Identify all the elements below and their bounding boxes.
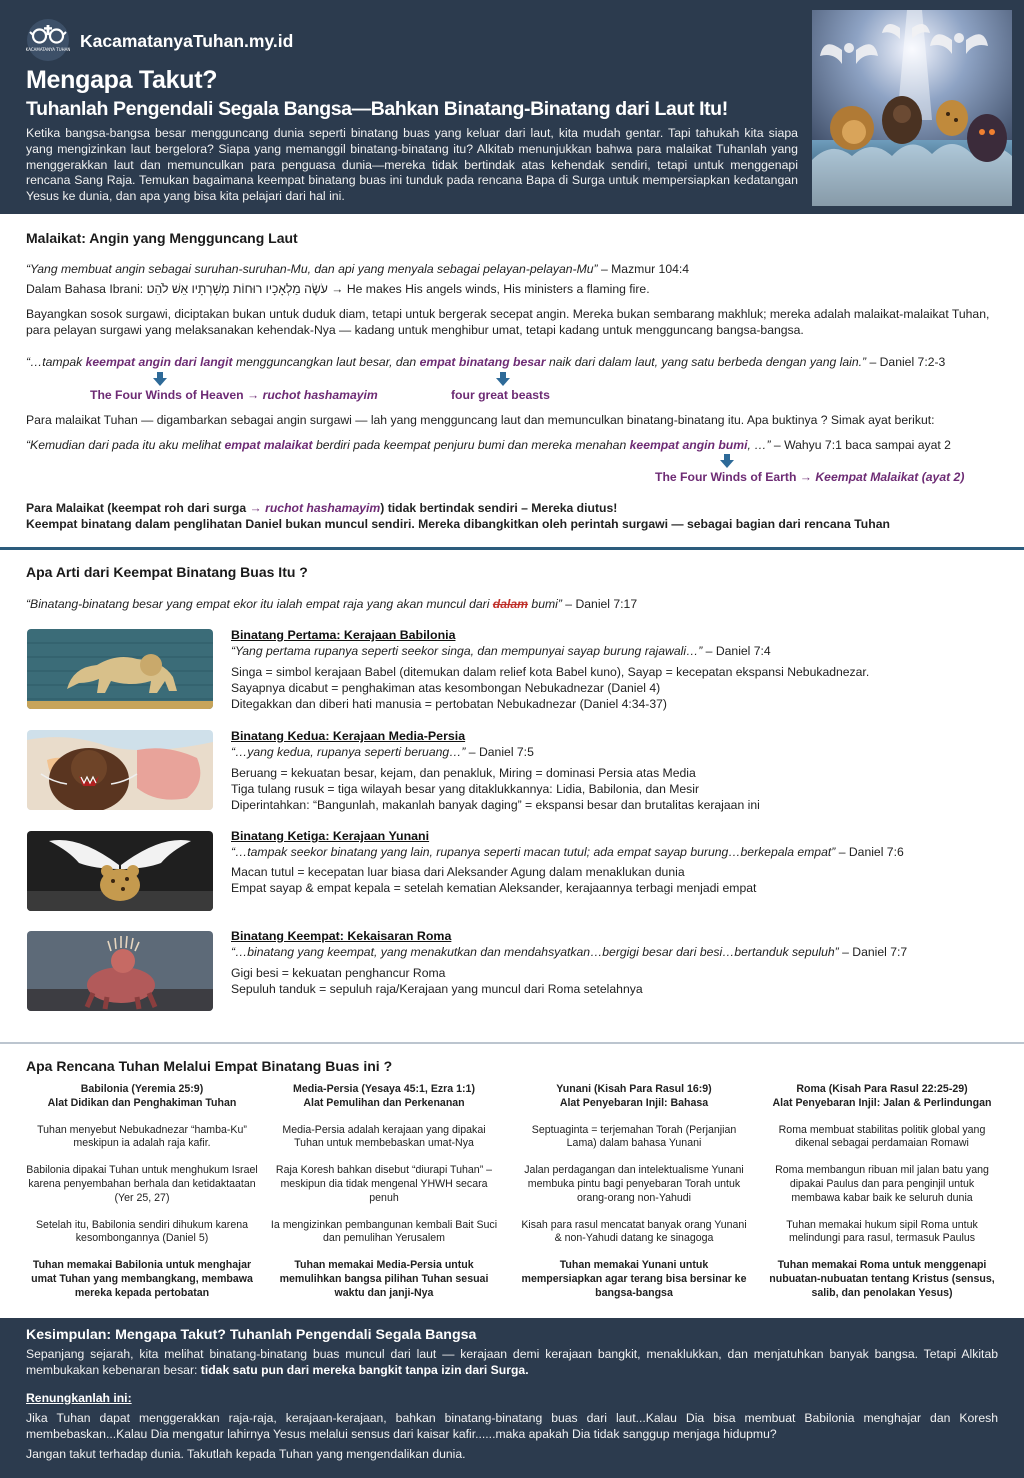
beast-4-quote-text: “…binatang yang keempat, yang menakutkan dan mendahsyatkan…bergigi besar dari besi…bertanduk sepuluh” bbox=[231, 945, 839, 959]
header-banner bbox=[0, 0, 1024, 214]
angels-proof-paragraph: Para malaikat Tuhan — digambarkan sebagai angin surgawi — lah yang mengguncang laut dan memunculkan binatang-binatang itu. Apa buktinya ? Simak ayat berikut: bbox=[26, 413, 935, 427]
revelation-quote-part: “Kemudian dari pada itu aku melihat bbox=[26, 438, 225, 452]
beast-2-ref: – Daniel 7:5 bbox=[465, 745, 534, 759]
beast-4-heading: Binatang Keempat: Kekaisaran Roma bbox=[231, 929, 452, 943]
four-winds-highlight: keempat angin dari langit bbox=[85, 355, 233, 369]
column-point: Media-Persia adalah kerajaan yang dipakai Tuhan untuk membebaskan umat-Nya bbox=[282, 1123, 486, 1150]
four-winds-label-text: The Four Winds of Heaven bbox=[90, 388, 244, 402]
conclusion-part: Para Malaikat (keempat roh dari surga bbox=[26, 501, 250, 515]
section-title-plan: Apa Rencana Tuhan Melalui Empat Binatang Buas ini ? bbox=[26, 1058, 393, 1074]
column-point: Roma membangun ribuan mil jalan batu yang dipakai Paulus dan para penginjil untuk membawa kabar baik ke seluruh dunia bbox=[775, 1164, 989, 1204]
beast-2-line: Beruang = kekuatan besar, kejam, dan penakluk, Miring = dominasi Persia atas Media bbox=[231, 766, 696, 780]
column-point: Jalan perdagangan dan intelektualisme Yunani membuka pintu bagi penyebaran Torah untuk orang-orang non-Yahudi bbox=[524, 1164, 744, 1204]
beast-1-line: Sayapnya dicabut = penghakiman atas kesombongan Nebukadnezar (Daniel 4) bbox=[231, 681, 661, 695]
four-winds-earth-arrow: → bbox=[796, 470, 816, 484]
column-heading: Roma (Kisah Para Rasul 22:25-29) bbox=[796, 1083, 968, 1095]
beast-2-line: Tiga tulang rusuk = tiga wilayah besar yang ditaklukkannya: Lidia, Babilonia, dan Mesir bbox=[231, 782, 700, 796]
section-title-beasts: Apa Arti dari Keempat Binatang Buas Itu ? bbox=[26, 564, 308, 580]
column-subheading: Alat Pemulihan dan Perkenanan bbox=[303, 1096, 465, 1109]
revelation-quote-part: , …” bbox=[747, 438, 771, 452]
babylon-lion-relief-image bbox=[27, 629, 213, 709]
page-title: Mengapa Takut? bbox=[26, 66, 218, 94]
beast-2-quote bbox=[231, 745, 1011, 761]
beast-3-line: Macan tutul = kecepatan luar biasa dari Aleksander Agung dalam menaklukan dunia bbox=[231, 865, 685, 879]
reflect-paragraph: Jika Tuhan dapat menggerakkan raja-raja, kerajaan-kerajaan, bahkan binatang-binatang buas dari laut...Kalau Dia bisa membuat Babilonia menghajar dan Koresh membebaskan...Kalau Dia mengatur lahirnya Yesus melalui sensus dari kaisar kafir......maka apakah Dia tidak sanggup menjaga hidupmu? bbox=[26, 1411, 998, 1441]
column-point: Roma membuat stabilitas politik global yang dikenal sebagai perdamaian Romawi bbox=[778, 1123, 986, 1150]
section-divider bbox=[0, 547, 1024, 550]
column-point: Ia mengizinkan pembangunan kembali Bait Suci dan pemulihan Yerusalem bbox=[270, 1218, 498, 1245]
plan-column-greece bbox=[518, 1083, 750, 1300]
beast-1-quote-text: “Yang pertama rupanya seperti seekor singa, dan mempunyai sayap burung rajawali…” bbox=[231, 644, 703, 658]
arrow-down-icon bbox=[496, 372, 510, 386]
column-point: Setelah itu, Babilonia sendiri dihukum karena kesombongannya (Daniel 5) bbox=[35, 1218, 248, 1245]
beast-1-heading: Binatang Pertama: Kerajaan Babilonia bbox=[231, 628, 456, 642]
beast-1-quote bbox=[231, 644, 1011, 660]
page-subtitle: Tuhanlah Pengendali Segala Bangsa—Bahkan Binatang-Binatang dari Laut Itu! bbox=[26, 98, 728, 120]
conclusion-emphasis: tidak satu pun dari mereka bangkit tanpa izin dari Surga. bbox=[200, 1362, 529, 1377]
beast-1-ref: – Daniel 7:4 bbox=[702, 644, 771, 658]
daniel-7-17-ref: – Daniel 7:17 bbox=[561, 597, 638, 611]
psalm-quote bbox=[26, 262, 1001, 278]
psalm-quote-text: “Yang membuat angin sebagai suruhan-suruhan-Mu, dan api yang menyala sebagai pelayan-pelayan-Mu” bbox=[26, 262, 598, 276]
conclusion-part: ) tidak bertindak sendiri – Mereka diutus! bbox=[380, 501, 618, 515]
column-heading: Babilonia (Yeremia 25:9) bbox=[80, 1083, 204, 1095]
beast-2-line: Diperintahkan: “Bangunlah, makanlah banyak daging” = ekspansi besar dan brutalitas kerajaan ini bbox=[231, 798, 760, 812]
glasses-logo-icon bbox=[26, 18, 70, 62]
daniel-ref: – Daniel 7:2-3 bbox=[866, 355, 946, 369]
daniel-quote-part: naik dari dalam laut, yang satu berbeda dengan yang lain.” bbox=[545, 355, 867, 369]
daniel-quote bbox=[26, 355, 1001, 371]
plan-column-persia bbox=[268, 1083, 500, 1300]
psalm-ref: – Mazmur 104:4 bbox=[597, 262, 690, 276]
beast-2-heading: Binatang Kedua: Kerajaan Media-Persia bbox=[231, 729, 466, 743]
column-subheading: Alat Penyebaran Injil: Jalan & Perlindungan bbox=[772, 1096, 992, 1109]
column-heading: Media-Persia (Yesaya 45:1, Ezra 1:1) bbox=[293, 1083, 475, 1095]
column-subheading: Alat Penyebaran Injil: Bahasa bbox=[559, 1096, 709, 1109]
angels-paragraph: Bayangkan sosok surgawi, diciptakan bukan untuk duduk diam, tetapi untuk bergerak secepat angin. Mereka bukan sembarang makhluk; mereka adalah malaikat-malaikat Tuhan, para pelayan surgawi yang melaksanakan kehendak-Nya — kadang untuk menghibur umat, tetapi kadang untuk mengguncang bangsa-bangsa. bbox=[26, 307, 990, 337]
column-point: Tuhan memakai hukum sipil Roma untuk melindungi para rasul, termasuk Paulus bbox=[786, 1218, 978, 1245]
hebrew-label: Dalam Bahasa Ibrani: bbox=[26, 282, 147, 296]
section-divider bbox=[0, 1042, 1024, 1044]
daniel-7-17-part: bumi” bbox=[528, 597, 562, 611]
beast-4-line: Sepuluh tanduk = sepuluh raja/Kerajaan yang muncul dari Roma setelahnya bbox=[231, 982, 643, 996]
conclusion-paragraph bbox=[26, 1347, 998, 1379]
closing-line: Jangan takut terhadap dunia. Takutlah kepada Tuhan yang mengendalikan dunia. bbox=[26, 1447, 466, 1461]
four-winds-earth-label bbox=[655, 470, 995, 486]
four-winds-arrow: → bbox=[243, 388, 263, 402]
angels-conclusion-2: Keempat binatang dalam penglihatan Daniel bukan muncul sendiri. Mereka dibangkitkan oleh perintah surgawi — sebagai bagian dari rencana Tuhan bbox=[26, 517, 890, 531]
ruchot-hashamayim-label: ruchot hashamayim bbox=[262, 388, 378, 402]
beast-2-quote-text: “…yang kedua, rupanya seperti beruang…” bbox=[231, 745, 466, 759]
struck-word: dalam bbox=[492, 597, 529, 611]
site-name[interactable]: KacamatanyaTuhan.my.id bbox=[80, 31, 294, 51]
beast-1-line: Ditegakkan dan diberi hati manusia = pertobatan Nebukadnezar (Daniel 4:34-37) bbox=[231, 697, 667, 711]
hebrew-arrow: → bbox=[327, 282, 347, 296]
hebrew-text: עֹשֶׂה מַלְאָכָיו רוּחוֹת מְשָׁרְתָיו אֵשׁ לֹהֵט׃ bbox=[146, 282, 328, 296]
hebrew-translation: He makes His angels winds, His ministers a flaming fire. bbox=[346, 282, 650, 296]
column-point: Babilonia dipakai Tuhan untuk menghukum Israel karena penyembahan berhala dan ketidaktaatan (Yer 25, 27) bbox=[26, 1164, 258, 1204]
hebrew-line bbox=[26, 282, 1001, 298]
angels-conclusion-1 bbox=[26, 501, 1001, 517]
four-winds-label bbox=[90, 388, 490, 404]
four-beasts-label: four great beasts bbox=[451, 388, 550, 402]
column-heading: Yunani (Kisah Para Rasul 16:9) bbox=[556, 1083, 712, 1095]
daniel-7-17-part: “Binatang-binatang besar yang empat ekor itu ialah empat raja yang akan muncul dari bbox=[26, 597, 493, 611]
intro-paragraph: Ketika bangsa-bangsa besar mengguncang dunia seperti binatang buas yang keluar dari laut, kita mudah gentar. Tapi tahukah kita siapa yang mengizinkan laut bergelora? Siapa yang memanggil binatang-binatang itu? Alkitab menunjukkan bahwa para malaikat Tuhanlah yang menggerakkan laut dan memunculkan para penguasa dunia—mereka tidak bertindak atas kehendak sendiri, tetapi untuk menggenapi rencana Sang Raja. Temukan bagaimana keempat binatang buas ini tunduk pada rencana Bapa di Surga untuk mempersiapkan kedatangan Yesus ke dunia, dan apa yang bisa kita pelajari dari hal ini. bbox=[26, 126, 798, 204]
conclusion-footer bbox=[0, 1318, 1024, 1478]
daniel-7-17-quote bbox=[26, 597, 1001, 613]
beast-1-line: Singa = simbol kerajaan Babel (ditemukan dalam relief kota Babel kuno), Sayap = kecepatan ekspansi Nebukadnezar. bbox=[231, 665, 870, 679]
plan-column-rome bbox=[766, 1083, 998, 1300]
persia-bear-map-image bbox=[27, 730, 213, 810]
revelation-ref: – Wahyu 7:1 baca sampai ayat 2 bbox=[770, 438, 951, 452]
revelation-quote-part: berdiri pada keempat penjuru bumi dan mereka menahan bbox=[312, 438, 630, 452]
column-point: Tuhan menyebut Nebukadnezar “hamba-Ku” meskipun ia adalah raja kafir. bbox=[37, 1123, 247, 1150]
daniel-quote-part: mengguncangkan laut besar, dan bbox=[232, 355, 420, 369]
beast-3-quote bbox=[231, 845, 1011, 861]
conclusion-title: Kesimpulan: Mengapa Takut? Tuhanlah Pengendali Segala Bangsa bbox=[26, 1327, 477, 1343]
revelation-quote bbox=[26, 438, 1001, 454]
beast-3-quote-text: “…tampak seekor binatang yang lain, rupanya seperti macan tutul; ada empat sayap burung…berkepala empat” bbox=[231, 845, 836, 859]
beast-3-line: Empat sayap & empat kepala = setelah kematian Aleksander, kerajaannya terbagi menjadi empat bbox=[231, 881, 757, 895]
conclusion-ruchot: ruchot hashamayim bbox=[265, 501, 381, 515]
four-angels-highlight: empat malaikat bbox=[224, 438, 313, 452]
logo-text: KACAMATANYA TUHAN bbox=[26, 47, 70, 52]
beast-3-ref: – Daniel 7:6 bbox=[835, 845, 904, 859]
beast-4-ref: – Daniel 7:7 bbox=[838, 945, 908, 959]
four-winds-earth-label-text: The Four Winds of Earth bbox=[655, 470, 797, 484]
plan-column-babylon bbox=[26, 1083, 258, 1300]
reflect-heading: Renungkanlah ini: bbox=[26, 1391, 132, 1405]
four-beasts-highlight: empat binatang besar bbox=[419, 355, 546, 369]
beast-4-quote bbox=[231, 945, 1011, 961]
column-summary: Tuhan memakai Roma untuk menggenapi nubuatan-nubuatan tentang Kristus (sensus, salib, dan penolakan Yesus) bbox=[769, 1259, 995, 1299]
column-point: Raja Koresh bahkan disebut “diurapi Tuhan” – meskipun dia tidak mengenal YHWH secara penuh bbox=[275, 1164, 493, 1204]
beast-3-heading: Binatang Ketiga: Kerajaan Yunani bbox=[231, 829, 430, 843]
greece-leopard-image bbox=[27, 831, 213, 911]
column-subheading: Alat Didikan dan Penghakiman Tuhan bbox=[47, 1096, 237, 1109]
conclusion-arrow: → bbox=[249, 501, 266, 515]
hero-angels-beasts-image bbox=[812, 10, 1012, 206]
four-angels-label: Keempat Malaikat (ayat 2) bbox=[815, 470, 965, 484]
column-summary: Tuhan memakai Babilonia untuk menghajar umat Tuhan yang membangkang, membawa mereka kepada pertobatan bbox=[31, 1259, 253, 1299]
section-title-angels: Malaikat: Angin yang Mengguncang Laut bbox=[26, 230, 298, 246]
column-summary: Tuhan memakai Yunani untuk mempersiapkan agar terang bisa bersinar ke bangsa-bangsa bbox=[521, 1259, 747, 1299]
arrow-down-icon bbox=[720, 454, 734, 468]
daniel-quote-part: “…tampak bbox=[26, 355, 86, 369]
column-point: Kisah para rasul mencatat banyak orang Yunani & non-Yahudi datang ke sinagoga bbox=[521, 1218, 747, 1245]
column-summary: Tuhan memakai Media-Persia untuk memulihkan bangsa pilihan Tuhan sesuai waktu dan janji-Nya bbox=[279, 1259, 489, 1299]
column-point: Septuaginta = terjemahan Torah (Perjanjian Lama) dalam bahasa Yunani bbox=[531, 1123, 737, 1150]
conclusion-text: Sepanjang sejarah, kita melihat binatang-binatang buas muncul dari laut — kerajaan demi kerajaan bangkit, menaklukkan, dan menjatuhkan banyak bangsa. Tetapi Alkitab membukakan kebenaran besar: bbox=[26, 1347, 998, 1377]
arrow-down-icon bbox=[153, 372, 167, 386]
rome-fourth-beast-image bbox=[27, 931, 213, 1011]
beast-4-line: Gigi besi = kekuatan penghancur Roma bbox=[231, 966, 446, 980]
four-winds-earth-highlight: keempat angin bumi bbox=[629, 438, 748, 452]
